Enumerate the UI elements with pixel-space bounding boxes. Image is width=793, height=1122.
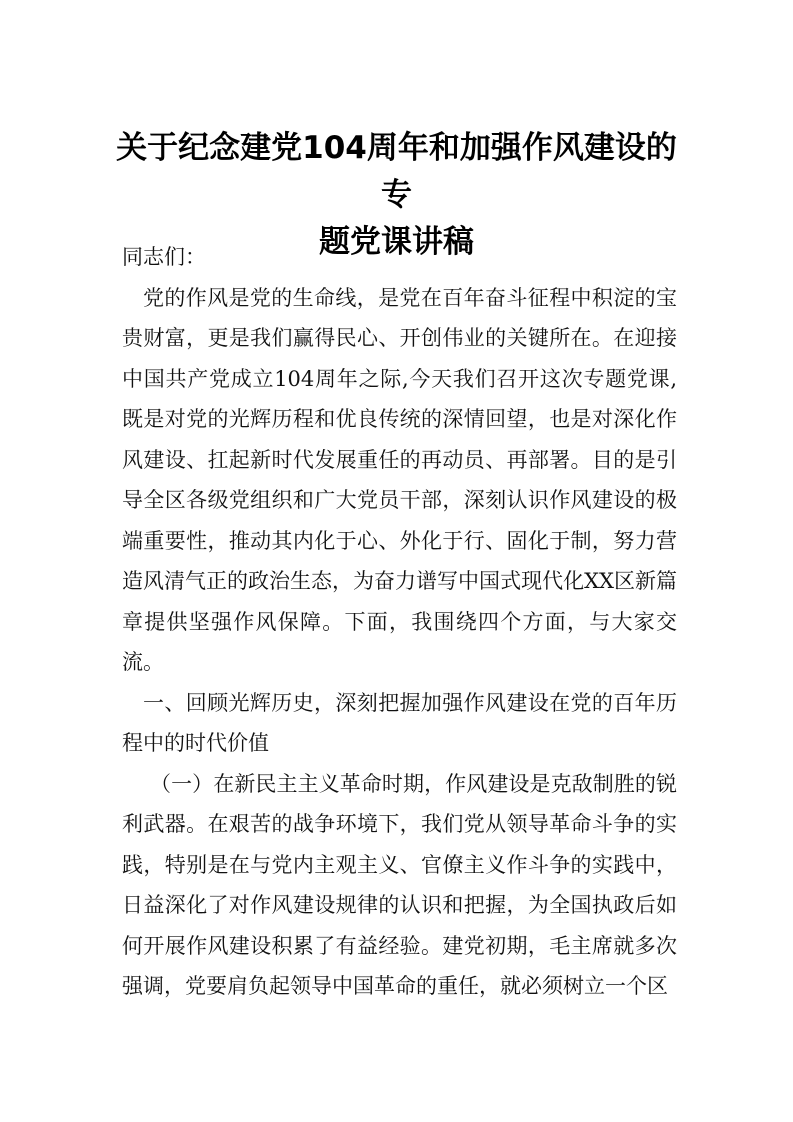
section-heading-1: 一、回顾光辉历史，深刻把握加强作风建设在党的百年历程中的时代价值	[122, 690, 677, 755]
section-1-paragraph-1: （一）在新民主主义革命时期，作风建设是克敌制胜的锐利武器。在艰苦的战争环境下，我们党从领导革命斗争的实践，特别是在与党内主观主义、官僚主义作斗争的实践中，日益深化了对作风建设规律的认识和把握，为全国执政后如何开展作风建设积累了有益经验。建党初期，毛主席就多次强调，党要肩负起领导中国革命的重任，就必须树立一个区	[122, 771, 677, 998]
intro-paragraph: 党的作风是党的生命线，是党在百年奋斗征程中积淀的宝贵财富，更是我们赢得民心、开创伟业的关键所在。在迎接中国共产党成立104周年之际,今天我们召开这次专题党课,既是对党的光辉历程和优良传统的深情回望，也是对深化作风建设、扛起新时代发展重任的再动员、再部署。目的是引导全区各级党组织和广大党员干部，深刻认识作风建设的极端重要性，推动其内化于心、外化于行、固化于制，努力营造风清气正的政治生态，为奋力谱写中国式现代化XX区新篇章提供坚强作风保障。下面，我围绕四个方面，与大家交流。	[122, 285, 677, 674]
document-body	[122, 237, 677, 1007]
title-line-2: 题党课讲稿	[319, 224, 474, 260]
salutation: 同志们：	[122, 245, 206, 269]
title-line-1: 关于纪念建党104周年和加强作风建设的专	[116, 130, 677, 213]
